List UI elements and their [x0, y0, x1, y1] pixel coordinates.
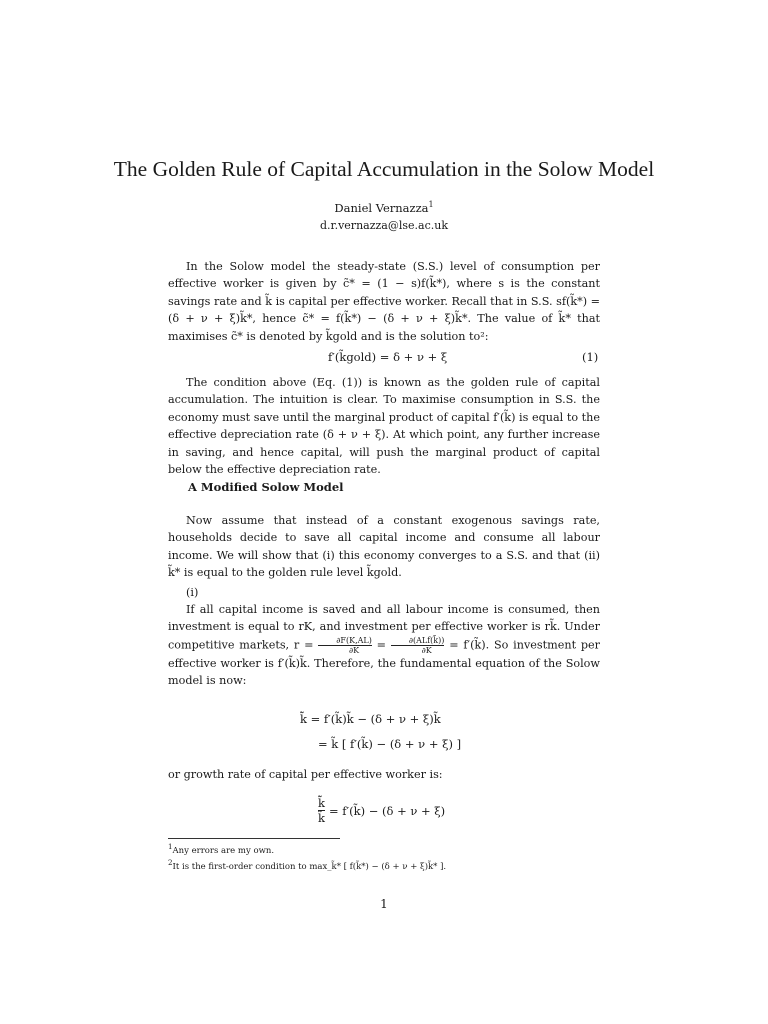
equation-2-line-1: k̃̇ = f′(k̃)k̃ − (δ + ν + ξ)k̃ [300, 712, 441, 726]
section-paragraph-2 [168, 601, 600, 690]
author-name: Daniel Vernazza [334, 200, 429, 215]
section-p4a: If all capital income is saved and all labour income is consumed, then investment is equal to rK, and investment per effective worker is rk̃. Under competitive markets, r = [168, 603, 600, 652]
section-paragraph-1 [168, 512, 600, 582]
author-email: d.r.vernazza@lse.ac.uk [320, 219, 448, 232]
section-heading: A Modified Solow Model [188, 480, 344, 494]
fraction-1-denominator: ∂K [349, 645, 360, 655]
intro-p2-text: The condition above (Eq. (1)) is known as the golden rule of capital accumulation. The intuition is clear. To maximise consumption in S.S. the economy must save until the marginal product of capital f′(k̃) is equal to the effective depreciation rate (δ + ν + ξ). At which point, any further increase in saving, and hence capital, will push the marginal product of capital below the effective depreciation rate. [168, 376, 600, 477]
section-p4b: = f′(k̃). So investment per effective worker is f′(k̃)k̃. Therefore, the fundamental equation of the Solow model is now: [168, 638, 601, 688]
paper-title: The Golden Rule of Capital Accumulation in the Solow Model [113, 157, 655, 181]
fraction-2-denominator: ∂K [421, 645, 432, 655]
fraction-1-numerator: ∂F(K,AL) [336, 635, 372, 645]
equation-3-rhs: = f′(k̃) − (δ + ν + ξ) [328, 803, 446, 818]
fraction-2-numerator: ∂(ALf(k̃)) [408, 635, 445, 645]
footnote-2-text: It is the first-order condition to max_k̃* [ f(k̃*) − (δ + ν + ξ)k̃* ]. [172, 861, 447, 872]
footnote-2 [168, 858, 608, 872]
author-line [0, 200, 768, 215]
section-p3-text: Now assume that instead of a constant exogenous savings rate, households decide to save all capital income and consume all labour income. We will show that (i) this economy converges to a S.S. and that (ii) k̃* is equal to the golden rule level k̃gold. [168, 514, 600, 580]
intro-paragraph-2 [168, 374, 600, 478]
intro-p1-text: In the Solow model the steady-state (S.S.) level of consumption per effective worker is given by c̃* = (1 − s)f(k̃*), where s is the constant savings rate and k̃ is capital per effective worker. Recall that in S.S. sf(k̃*) = (δ + ν + ξ)k̃*, hence c̃* = f(k̃*) − (δ + ν + ξ)k̃*. The value of k̃* that maximises c̃* is denoted by k̃gold and is the solution to²: [168, 260, 601, 343]
equation-3-numerator: k̃̇ [318, 796, 325, 810]
equation-3 [318, 796, 445, 825]
equation-3-denominator: k̃ [318, 811, 325, 825]
equation-2-line-2: = k̃ [ f′(k̃) − (δ + ν + ξ) ] [318, 737, 462, 751]
section-p5-text: or growth rate of capital per effective worker is: [168, 768, 443, 781]
equation-3-fraction [318, 796, 325, 825]
part-i-label [168, 584, 600, 601]
section-paragraph-3 [168, 766, 600, 783]
page-number: 1 [380, 897, 388, 911]
equation-1: f′(k̃gold) = δ + ν + ξ [328, 350, 448, 364]
fraction-2 [391, 636, 445, 655]
footnote-2-mark: 2 [168, 858, 173, 867]
footnote-1-text: Any errors are my own. [172, 845, 275, 856]
section-p4-text: If all capital income is saved and all labour income is consumed, then investment is equal to rK, and investment per effective worker is rk̃. Under competitive markets, r = $\frac{\partial F(K,AL)}{\partial K}$ = $\frac{\text{∂(ALf(k̃))}}{\partial K}$ = f′(k̃). So investment per effective worker is f′(k̃)k̃. Therefore, the fundamental equation of the Solow model is now: [168, 603, 601, 688]
intro-paragraph-1 [168, 258, 600, 345]
footnote-1-mark: 1 [168, 842, 173, 851]
author-footnote-mark: 1 [428, 200, 434, 209]
footnote-rule [168, 838, 340, 839]
part-i-text: (i) [186, 586, 199, 599]
fraction-1 [318, 636, 372, 655]
footnote-1 [168, 842, 608, 856]
equation-1-number: (1) [582, 350, 599, 364]
